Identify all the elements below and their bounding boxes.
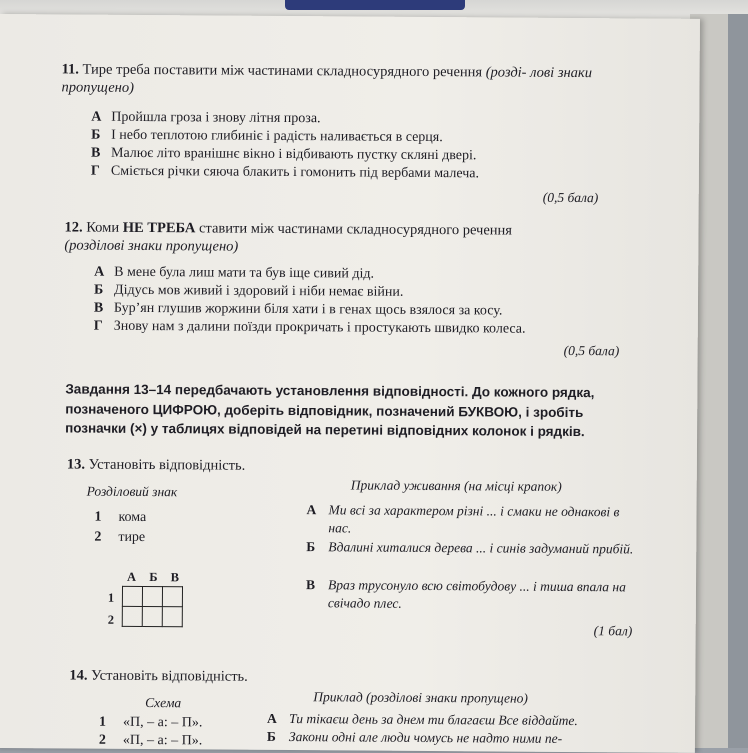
q11-option-g: Г Сміється річки сяюча блакить і гомонить під вербами малеча. [90, 163, 480, 182]
desk-edge [728, 14, 748, 748]
q13-score: (1 бал) [593, 623, 633, 639]
q13-heading [67, 455, 246, 474]
answer-grid-header: А Б В [127, 569, 185, 585]
q13-example-v: В Враз трусонуло всю світобудову ... і тиша впала на свічадо плес. [305, 577, 626, 611]
q12-title-pre: Коми [86, 219, 120, 236]
q14-title: Установіть відповідність. [91, 667, 248, 685]
q11-option-b: Б І небо теплотою глибиніє і радість наливається в серця. [91, 127, 443, 146]
q14-right-header: Приклад (розділові знаки пропущено) [313, 689, 529, 706]
q12-title-bold: НЕ ТРЕБА [122, 219, 196, 237]
q11-note: (розді- лові знаки пропущено) [61, 64, 593, 96]
answer-cell-2-a[interactable] [122, 606, 142, 626]
q13-example-a: А Ми всі за характером різні ... і смаки не однакові в нас. [306, 502, 620, 536]
q11-score: (0,5 бала) [542, 189, 599, 206]
answer-grid-row-label-1: 1 [107, 590, 115, 605]
q13-example-b: Б Вдалині хиталися дерева ... і синів задуманий прибій. [306, 539, 634, 557]
q12-title-post: ставити між частинами складносурядного речення [198, 220, 513, 239]
q11-heading [61, 60, 621, 100]
q11-option-v: В Малює літо вранішнє вікно і відбивають пустку скляні двері. [90, 145, 477, 164]
q12-option-g: Г Знову нам з далини поїзди прокричать і простукають швидко колеса. [93, 318, 526, 337]
answer-cell-2-v[interactable] [162, 607, 182, 627]
q12-option-v: В Бур’ян глушив жоржини біля хати і в генах щось взялося за косу. [93, 300, 503, 319]
q13-left-header: Розділовий знак [86, 483, 178, 500]
textbook-page [0, 14, 700, 753]
q12-score: (0,5 бала) [563, 342, 620, 359]
answer-cell-1-a[interactable] [122, 586, 142, 606]
q14-left-header: Схема [145, 695, 182, 711]
q11-number: 11. [61, 61, 79, 78]
q12-note: (розділові знаки пропущено) [64, 237, 239, 255]
answer-grid-row-1 [122, 586, 182, 606]
q12-number: 12. [64, 219, 83, 236]
answer-cell-1-v[interactable] [162, 587, 182, 607]
q12-heading [64, 218, 624, 258]
answer-cell-1-b[interactable] [142, 587, 162, 607]
q12-option-b: Б Дідусь мов живий і здоровий і ніби немає війни. [94, 282, 404, 300]
q11-title: Тире треба поставити між частинами складносурядного речення [82, 61, 483, 81]
q13-number: 13. [66, 456, 86, 473]
q14-example-b: Б Закони одні але люди чомусь не надто ними пе- [266, 728, 563, 746]
q11-option-a: А Пройшла гроза і знову літня проза. [91, 109, 321, 127]
q12-option-a: А В мене була лиш мати та був іще сивий дід. [94, 264, 375, 282]
task-instructions: Завдання 13–14 передбачають установлення відповідності. До кожного рядка, позначеного ЦИФРОЮ, доберіть відповідник, позначений БУКВОЮ, і зробіть позначки (×) у таблицях відповідей на перетині відповідних колонок і рядків. [65, 381, 595, 440]
q14-example-a: А Ти тікаєш день за днем ти благаєш Все віддайте. [267, 710, 578, 729]
q14-item-1: 1 «П, – а: – П». [99, 714, 203, 731]
q13-title: Установіть відповідність. [88, 456, 246, 474]
q13-item-1: 1 кома [94, 509, 147, 526]
pen-object [285, 0, 465, 10]
answer-grid [122, 586, 183, 627]
answer-grid-row-label-2: 2 [107, 612, 115, 627]
q13-right-header: Приклад уживання (на місці крапок) [350, 477, 562, 494]
q14-number: 14. [69, 667, 88, 684]
q14-item-2: 2 «П, – а: – П». [98, 732, 203, 749]
q14-heading [69, 667, 248, 686]
answer-cell-2-b[interactable] [142, 607, 162, 627]
answer-grid-row-2 [122, 606, 182, 626]
q13-item-2: 2 тире [94, 529, 146, 546]
